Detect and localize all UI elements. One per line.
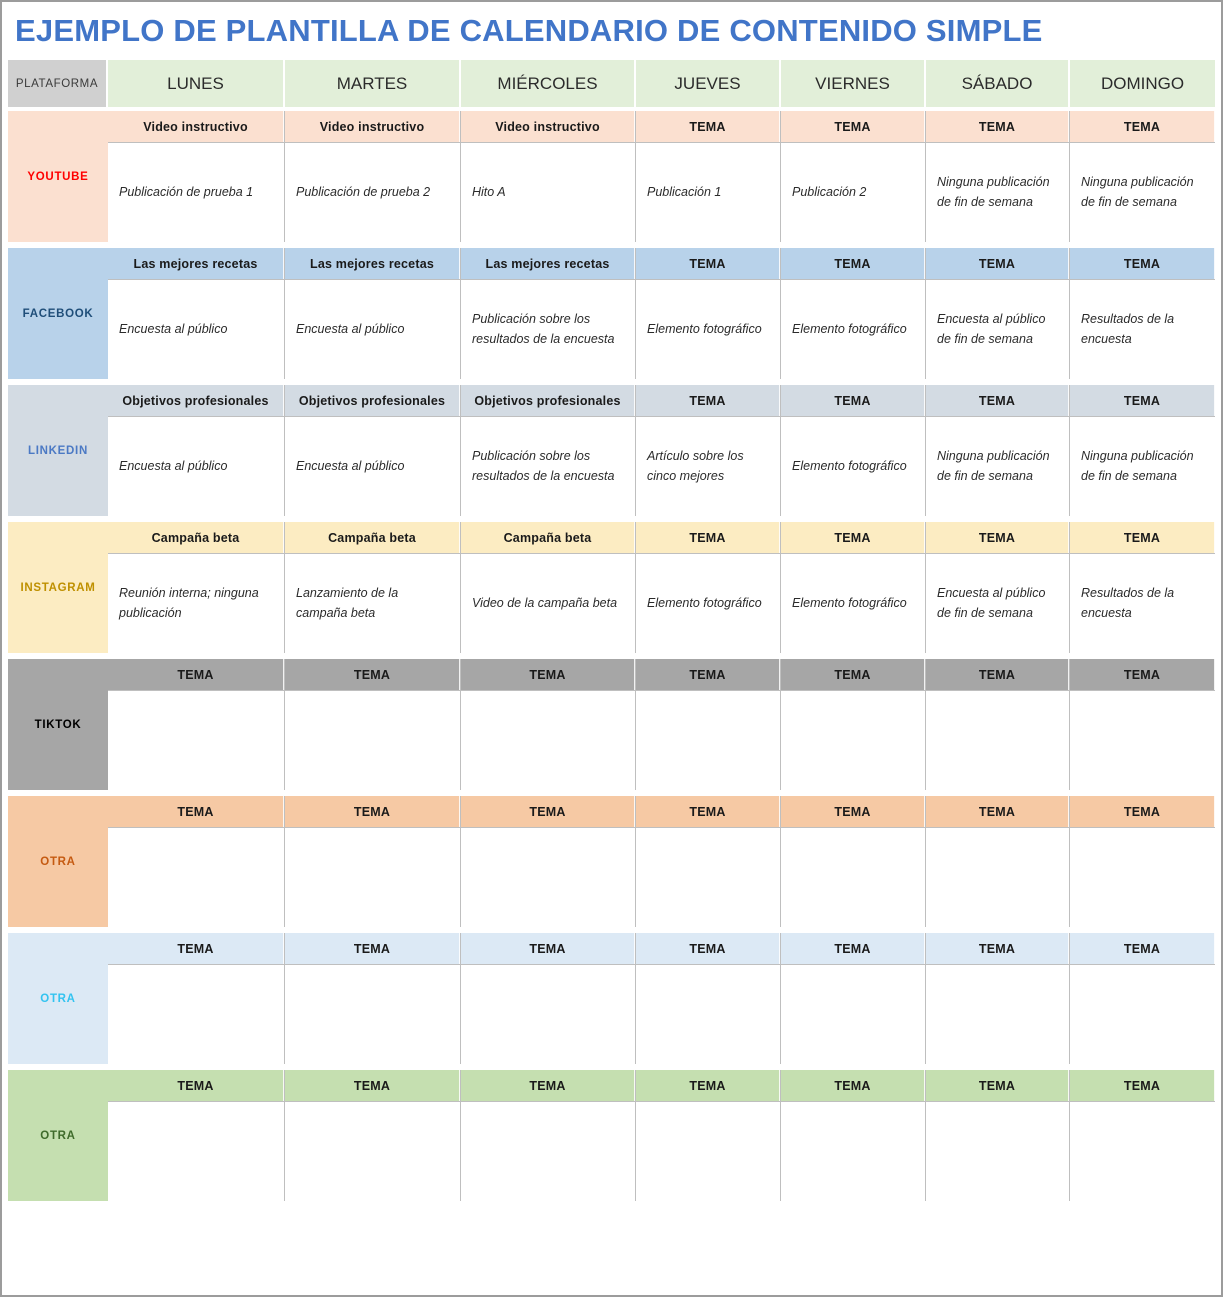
entry-cell[interactable] (285, 416, 460, 516)
topic-header-cell[interactable]: Las mejores recetas (108, 248, 284, 279)
entry-cell[interactable] (461, 1101, 635, 1201)
topic-header-cell[interactable]: Campaña beta (285, 522, 460, 553)
day-cell (781, 385, 926, 516)
entry-text: Elemento fotográfico (647, 595, 762, 610)
topic-header-cell[interactable]: TEMA (636, 111, 780, 142)
day-cell (636, 1070, 781, 1201)
topic-header-cell[interactable]: TEMA (781, 111, 925, 142)
entry-cell[interactable] (636, 827, 780, 927)
day-cell (1070, 248, 1215, 379)
entry-cell[interactable] (636, 553, 780, 653)
entry-cell[interactable] (926, 827, 1069, 927)
day-cell (781, 796, 926, 927)
day-cell (1070, 111, 1215, 242)
entry-cell[interactable] (1070, 416, 1215, 516)
day-cell (108, 933, 285, 1064)
day-cell (636, 796, 781, 927)
topic-header-cell[interactable]: TEMA (926, 385, 1069, 416)
entry-cell[interactable] (926, 964, 1069, 1064)
entry-text: Publicación 2 (792, 184, 867, 199)
day-cell (926, 659, 1070, 790)
topic-header-cell[interactable]: TEMA (636, 1070, 780, 1101)
entry-cell[interactable] (461, 690, 635, 790)
day-cell (108, 248, 285, 379)
header-day-viernes: VIERNES (781, 60, 926, 107)
day-cell (461, 659, 636, 790)
entry-text: Ninguna publicación de fin de semana (1081, 175, 1194, 209)
day-cell (1070, 659, 1215, 790)
day-cell (108, 522, 285, 653)
topic-header-cell[interactable]: Objetivos profesionales (108, 385, 284, 416)
day-cell (636, 385, 781, 516)
entry-text: Elemento fotográfico (792, 595, 907, 610)
entry-cell[interactable] (461, 142, 635, 242)
day-cell (926, 111, 1070, 242)
day-cell (926, 933, 1070, 1064)
platform-label-otra-7[interactable]: OTRA (8, 1070, 108, 1201)
day-cell (461, 111, 636, 242)
topic-header-cell[interactable]: TEMA (108, 659, 284, 690)
entry-cell[interactable] (636, 142, 780, 242)
platform-row (8, 933, 1215, 1064)
entry-cell[interactable] (461, 279, 635, 379)
day-cell (285, 522, 461, 653)
entry-text: Encuesta al público (119, 321, 228, 336)
topic-header-cell[interactable]: TEMA (926, 796, 1069, 827)
column-header-row (8, 60, 1215, 107)
topic-header-cell[interactable]: Video instructivo (461, 111, 635, 142)
day-cell (781, 522, 926, 653)
title-bar (2, 2, 1221, 60)
topic-header-cell[interactable]: TEMA (636, 522, 780, 553)
header-day-domingo: DOMINGO (1070, 60, 1215, 107)
topic-header-cell[interactable]: TEMA (1070, 248, 1215, 279)
entry-cell[interactable] (285, 964, 460, 1064)
topic-header-cell[interactable]: TEMA (108, 933, 284, 964)
topic-header-cell[interactable]: TEMA (926, 111, 1069, 142)
platform-row (8, 1070, 1215, 1201)
day-cell (926, 522, 1070, 653)
entry-text: Artículo sobre los cinco mejores (647, 449, 744, 483)
header-day-lunes: LUNES (108, 60, 285, 107)
entry-text: Ninguna publicación de fin de semana (937, 449, 1050, 483)
topic-header-cell[interactable]: TEMA (636, 385, 780, 416)
entry-cell[interactable] (926, 553, 1069, 653)
day-cell (781, 659, 926, 790)
entry-cell[interactable] (461, 964, 635, 1064)
day-cell (636, 522, 781, 653)
entry-cell[interactable] (1070, 1101, 1215, 1201)
entry-cell[interactable] (1070, 279, 1215, 379)
topic-header-cell[interactable]: TEMA (781, 248, 925, 279)
entry-cell[interactable] (636, 279, 780, 379)
topic-header-cell[interactable]: TEMA (781, 933, 925, 964)
entry-text: Publicación de prueba 2 (296, 184, 431, 199)
day-cell (285, 933, 461, 1064)
topic-header-cell[interactable]: Video instructivo (285, 111, 460, 142)
day-cell (108, 385, 285, 516)
entry-text: Encuesta al público de fin de semana (937, 586, 1046, 620)
entry-text: Ninguna publicación de fin de semana (937, 175, 1050, 209)
entry-text: Resultados de la encuesta (1081, 312, 1175, 346)
topic-header-cell[interactable]: TEMA (1070, 933, 1215, 964)
entry-text: Encuesta al público (296, 321, 405, 336)
platform-label-linkedin-2[interactable]: LINKEDIN (8, 385, 108, 516)
entry-cell[interactable] (461, 416, 635, 516)
entry-cell[interactable] (108, 416, 284, 516)
entry-cell[interactable] (781, 279, 925, 379)
entry-text: Hito A (472, 184, 506, 199)
platform-label-otra-5[interactable]: OTRA (8, 796, 108, 927)
day-cell (926, 1070, 1070, 1201)
topic-header-cell[interactable]: TEMA (781, 1070, 925, 1101)
entry-text: Publicación de prueba 1 (119, 184, 254, 199)
day-cell (108, 659, 285, 790)
header-day-sabado: SÁBADO (926, 60, 1070, 107)
day-cell (926, 796, 1070, 927)
day-cell (285, 385, 461, 516)
header-platform: PLATAFORMA (8, 60, 108, 107)
entry-cell[interactable] (926, 416, 1069, 516)
entry-cell[interactable] (781, 690, 925, 790)
topic-header-cell[interactable]: Campaña beta (108, 522, 284, 553)
platform-row (8, 385, 1215, 516)
entry-cell[interactable] (636, 1101, 780, 1201)
entry-cell[interactable] (781, 1101, 925, 1201)
topic-header-cell[interactable]: TEMA (108, 796, 284, 827)
entry-cell[interactable] (461, 553, 635, 653)
topic-header-cell[interactable]: TEMA (461, 1070, 635, 1101)
entry-cell[interactable] (636, 964, 780, 1064)
topic-header-cell[interactable]: TEMA (781, 796, 925, 827)
entry-text: Resultados de la encuesta (1081, 586, 1175, 620)
entry-cell[interactable] (781, 964, 925, 1064)
platform-label-otra-6[interactable]: OTRA (8, 933, 108, 1064)
entry-cell[interactable] (1070, 827, 1215, 927)
day-cell (461, 522, 636, 653)
topic-header-cell[interactable]: TEMA (1070, 659, 1215, 690)
entry-cell[interactable] (108, 1101, 284, 1201)
day-cell (1070, 522, 1215, 653)
topic-header-cell[interactable]: TEMA (108, 1070, 284, 1101)
topic-header-cell[interactable]: TEMA (285, 1070, 460, 1101)
entry-cell[interactable] (1070, 142, 1215, 242)
day-cell (461, 796, 636, 927)
entry-cell[interactable] (285, 553, 460, 653)
entry-cell[interactable] (926, 279, 1069, 379)
entry-cell[interactable] (108, 827, 284, 927)
day-cell (636, 111, 781, 242)
topic-header-cell[interactable]: TEMA (636, 659, 780, 690)
topic-header-cell[interactable]: TEMA (1070, 522, 1215, 553)
day-cell (636, 659, 781, 790)
entry-text: Publicación sobre los resultados de la encuesta (472, 312, 615, 346)
topic-header-cell[interactable]: TEMA (781, 522, 925, 553)
entry-cell[interactable] (285, 1101, 460, 1201)
topic-header-cell[interactable]: TEMA (1070, 111, 1215, 142)
day-cell (285, 659, 461, 790)
platform-row (8, 659, 1215, 790)
entry-cell[interactable] (285, 142, 460, 242)
header-day-jueves: JUEVES (636, 60, 781, 107)
topic-header-cell[interactable]: TEMA (1070, 796, 1215, 827)
day-cell (285, 248, 461, 379)
entry-cell[interactable] (285, 690, 460, 790)
topic-header-cell[interactable]: Objetivos profesionales (461, 385, 635, 416)
day-cell (781, 1070, 926, 1201)
topic-header-cell[interactable]: TEMA (285, 659, 460, 690)
entry-cell[interactable] (781, 827, 925, 927)
topic-header-cell[interactable]: TEMA (636, 796, 780, 827)
topic-header-cell[interactable]: TEMA (926, 1070, 1069, 1101)
entry-cell[interactable] (636, 416, 780, 516)
platform-row (8, 522, 1215, 653)
header-day-miercoles: MIÉRCOLES (461, 60, 636, 107)
entry-text: Elemento fotográfico (647, 321, 762, 336)
entry-text: Elemento fotográfico (792, 458, 907, 473)
header-day-martes: MARTES (285, 60, 461, 107)
entry-cell[interactable] (926, 1101, 1069, 1201)
topic-header-cell[interactable]: TEMA (926, 933, 1069, 964)
topic-header-cell[interactable]: Video instructivo (108, 111, 284, 142)
entry-cell[interactable] (1070, 964, 1215, 1064)
topic-header-cell[interactable]: TEMA (461, 659, 635, 690)
day-cell (285, 111, 461, 242)
entry-text: Video de la campaña beta (472, 595, 618, 610)
entry-text: Elemento fotográfico (792, 321, 907, 336)
entry-cell[interactable] (285, 827, 460, 927)
topic-header-cell[interactable]: TEMA (926, 659, 1069, 690)
entry-cell[interactable] (781, 142, 925, 242)
day-cell (781, 248, 926, 379)
day-cell (781, 933, 926, 1064)
topic-header-cell[interactable]: TEMA (285, 933, 460, 964)
platform-row (8, 248, 1215, 379)
day-cell (461, 248, 636, 379)
entry-text: Reunión interna; ninguna publicación (119, 586, 259, 620)
day-cell (926, 248, 1070, 379)
platform-label-instagram-3[interactable]: INSTAGRAM (8, 522, 108, 653)
day-cell (636, 933, 781, 1064)
day-cell (1070, 1070, 1215, 1201)
topic-header-cell[interactable]: TEMA (781, 659, 925, 690)
entry-text: Publicación 1 (647, 184, 722, 199)
day-cell (461, 933, 636, 1064)
topic-header-cell[interactable]: TEMA (636, 933, 780, 964)
entry-cell[interactable] (285, 279, 460, 379)
entry-cell[interactable] (108, 279, 284, 379)
topic-header-cell[interactable]: TEMA (461, 933, 635, 964)
topic-header-cell[interactable]: TEMA (461, 796, 635, 827)
platform-label-facebook-1[interactable]: FACEBOOK (8, 248, 108, 379)
day-cell (461, 385, 636, 516)
topic-header-cell[interactable]: TEMA (1070, 1070, 1215, 1101)
entry-cell[interactable] (781, 416, 925, 516)
page-title: EJEMPLO DE PLANTILLA DE CALENDARIO DE CONTENIDO SIMPLE (15, 13, 1043, 48)
day-cell (781, 111, 926, 242)
entry-cell[interactable] (108, 690, 284, 790)
topic-header-cell[interactable]: TEMA (781, 385, 925, 416)
day-cell (285, 796, 461, 927)
day-cell (108, 796, 285, 927)
entry-cell[interactable] (108, 142, 284, 242)
platform-row (8, 796, 1215, 927)
platform-rows (2, 111, 1221, 1201)
entry-text: Encuesta al público de fin de semana (937, 312, 1046, 346)
entry-cell[interactable] (926, 142, 1069, 242)
topic-header-cell[interactable]: TEMA (1070, 385, 1215, 416)
topic-header-cell[interactable]: Las mejores recetas (461, 248, 635, 279)
topic-header-cell[interactable]: Objetivos profesionales (285, 385, 460, 416)
day-cell (108, 111, 285, 242)
topic-header-cell[interactable]: TEMA (926, 522, 1069, 553)
entry-cell[interactable] (926, 690, 1069, 790)
entry-text: Lanzamiento de la campaña beta (296, 586, 399, 620)
platform-label-youtube-0[interactable]: YOUTUBE (8, 111, 108, 242)
day-cell (1070, 933, 1215, 1064)
day-cell (108, 1070, 285, 1201)
day-cell (461, 1070, 636, 1201)
entry-cell[interactable] (636, 690, 780, 790)
day-cell (1070, 385, 1215, 516)
day-cell (926, 385, 1070, 516)
topic-header-cell[interactable]: TEMA (926, 248, 1069, 279)
entry-text: Publicación sobre los resultados de la encuesta (472, 449, 615, 483)
platform-label-tiktok-4[interactable]: TIKTOK (8, 659, 108, 790)
entry-cell[interactable] (1070, 690, 1215, 790)
day-cell (285, 1070, 461, 1201)
entry-text: Encuesta al público (119, 458, 228, 473)
topic-header-cell[interactable]: Las mejores recetas (285, 248, 460, 279)
topic-header-cell[interactable]: TEMA (636, 248, 780, 279)
entry-cell[interactable] (1070, 553, 1215, 653)
platform-row (8, 111, 1215, 242)
entry-cell[interactable] (781, 553, 925, 653)
entry-text: Encuesta al público (296, 458, 405, 473)
topic-header-cell[interactable]: Campaña beta (461, 522, 635, 553)
entry-cell[interactable] (108, 553, 284, 653)
day-cell (1070, 796, 1215, 927)
day-cell (636, 248, 781, 379)
topic-header-cell[interactable]: TEMA (285, 796, 460, 827)
entry-cell[interactable] (108, 964, 284, 1064)
entry-cell[interactable] (461, 827, 635, 927)
entry-text: Ninguna publicación de fin de semana (1081, 449, 1194, 483)
